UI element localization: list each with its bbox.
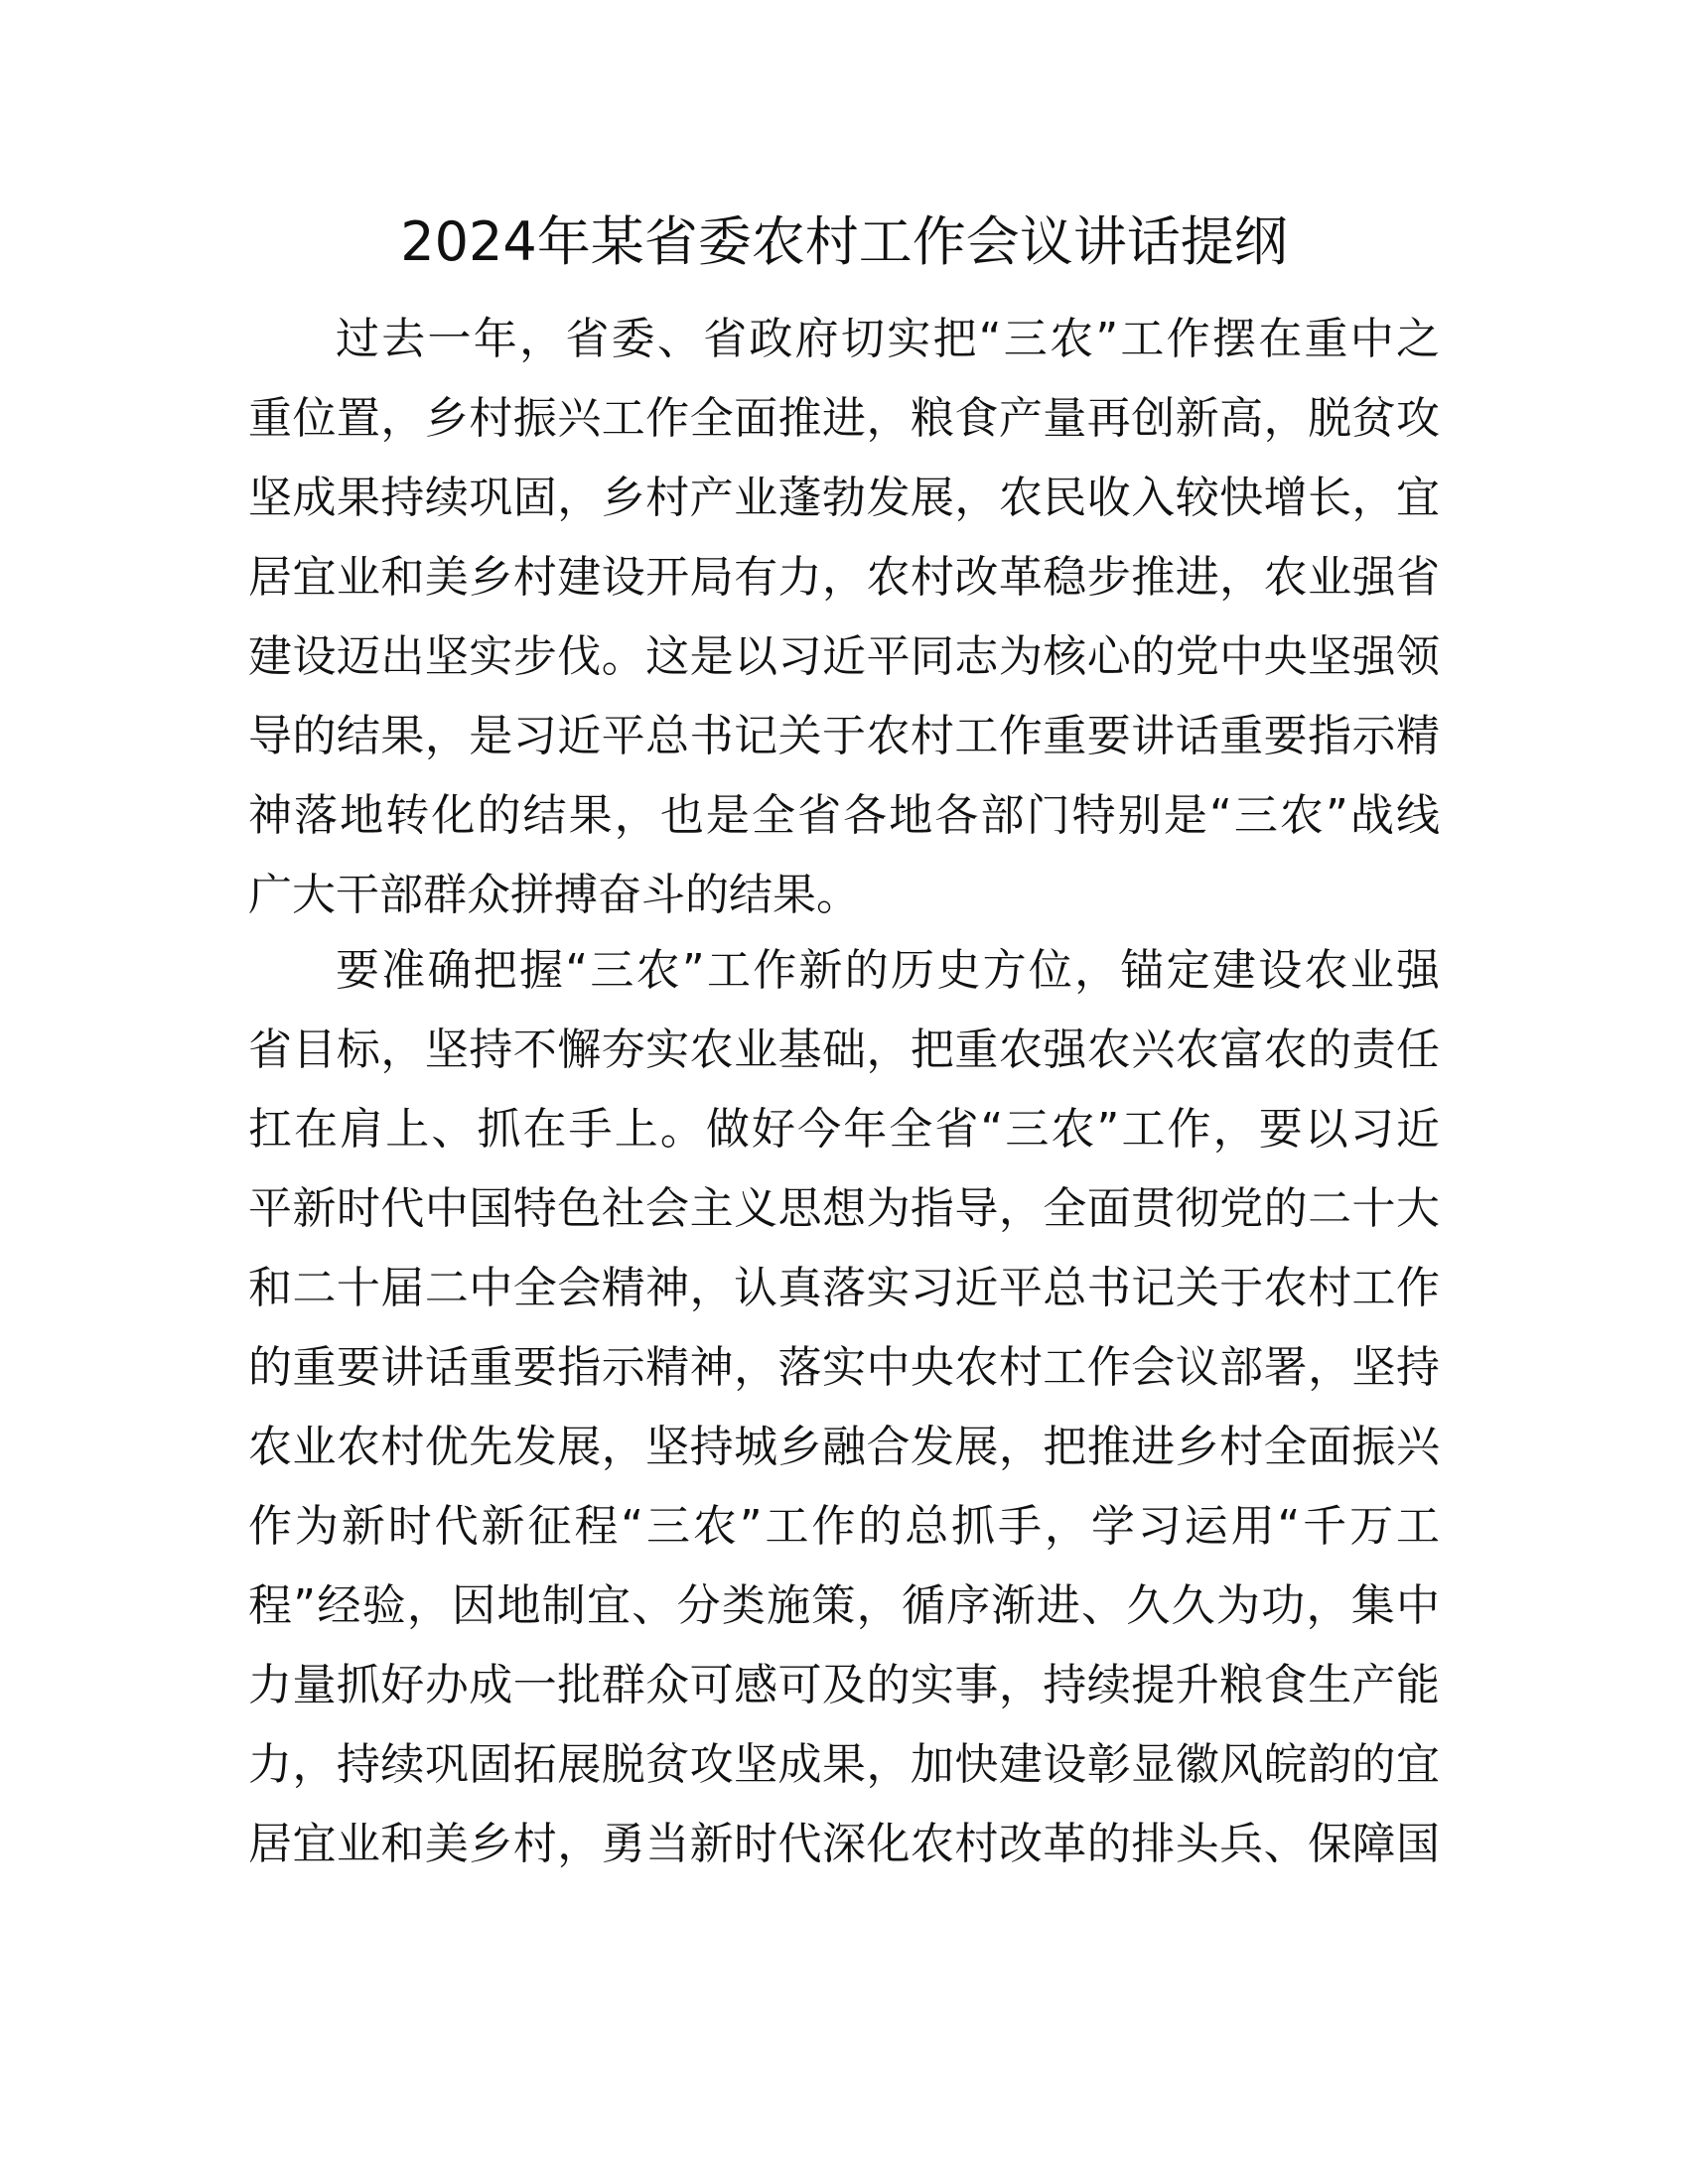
paragraph-line: 和二十届二中全会精神，认真落实习近平总书记关于农村工作 bbox=[248, 1263, 1440, 1313]
paragraph-line: 神落地转化的结果，也是全省各地各部门特别是“三农”战线 bbox=[248, 790, 1440, 841]
paragraph-line: 的重要讲话重要指示精神，落实中央农村工作会议部署，坚持 bbox=[248, 1342, 1440, 1393]
document-title: 2024年某省委农村工作会议讲话提纲 bbox=[400, 210, 1288, 273]
paragraph-line: 农业农村优先发展，坚持城乡融合发展，把推进乡村全面振兴 bbox=[248, 1422, 1440, 1472]
paragraph-1 bbox=[248, 300, 1440, 935]
paragraph-line: 重位置，乡村振兴工作全面推进，粮食产量再创新高，脱贫攻 bbox=[248, 393, 1440, 444]
paragraph-line: 省目标，坚持不懈夯实农业基础，把重农强农兴农富农的责任 bbox=[248, 1024, 1440, 1075]
paragraph-line: 力量抓好办成一批群众可感可及的实事，持续提升粮食生产能 bbox=[248, 1660, 1440, 1710]
paragraph-line: 扛在肩上、抓在手上。做好今年全省“三农”工作，要以习近 bbox=[248, 1104, 1440, 1155]
paragraph-line: 导的结果，是习近平总书记关于农村工作重要讲话重要指示精 bbox=[248, 711, 1440, 761]
paragraph-line: 作为新时代新征程“三农”工作的总抓手，学习运用“千万工 bbox=[248, 1501, 1440, 1552]
paragraph-line: 过去一年，省委、省政府切实把“三农”工作摆在重中之 bbox=[336, 314, 1440, 364]
paragraph-line: 坚成果持续巩固，乡村产业蓬勃发展，农民收入较快增长，宜 bbox=[248, 473, 1440, 523]
paragraph-line: 程”经验，因地制宜、分类施策，循序渐进、久久为功，集中 bbox=[248, 1580, 1440, 1631]
paragraph-line: 平新时代中国特色社会主义思想为指导，全面贯彻党的二十大 bbox=[248, 1183, 1440, 1234]
paragraph-line: 要准确把握“三农”工作新的历史方位，锚定建设农业强 bbox=[336, 945, 1440, 996]
paragraph-line: 居宜业和美乡村建设开局有力，农村改革稳步推进，农业强省 bbox=[248, 552, 1440, 603]
paragraph-2 bbox=[248, 931, 1440, 1884]
paragraph-line: 力，持续巩固拓展脱贫攻坚成果，加快建设彰显徽风皖韵的宜 bbox=[248, 1739, 1440, 1790]
paragraph-line: 广大干部群众拼搏奋斗的结果。 bbox=[248, 870, 860, 920]
paragraph-line: 居宜业和美乡村，勇当新时代深化农村改革的排头兵、保障国 bbox=[248, 1819, 1440, 1869]
paragraph-line: 建设迈出坚实步伐。这是以习近平同志为核心的党中央坚强领 bbox=[248, 631, 1440, 682]
